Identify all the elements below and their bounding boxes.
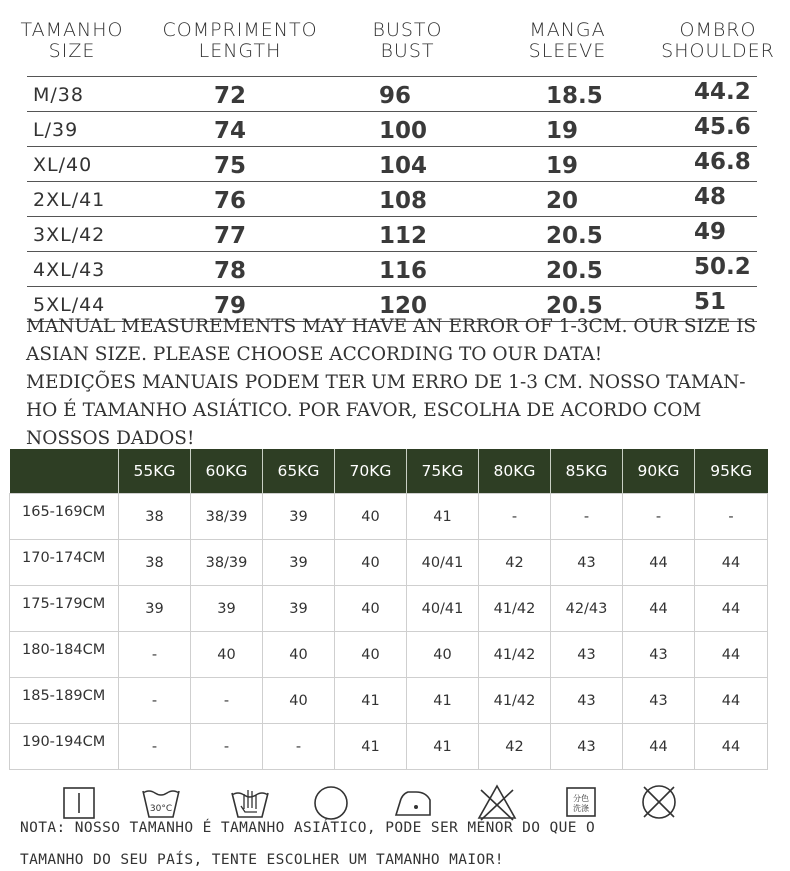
- header-size-en: SIZE: [48, 40, 96, 62]
- weight-header: 85KG: [551, 449, 623, 494]
- measurement-notes: [26, 313, 766, 453]
- sleeve-value: 20.5: [546, 223, 603, 249]
- weight-header: 70KG: [335, 449, 407, 494]
- care-icons: [0, 782, 790, 822]
- size-cell: 40/41: [407, 586, 479, 632]
- size-table: [27, 76, 757, 322]
- header-bust: [360, 20, 455, 62]
- weight-header: 65KG: [263, 449, 335, 494]
- header-size-pt: TAMANHO: [20, 19, 124, 41]
- header-length: [150, 20, 330, 62]
- no-dry-clean-icon: [638, 782, 680, 822]
- shoulder-value: 44.2: [694, 79, 751, 105]
- dry-circle-icon: [310, 782, 352, 822]
- size-cell: 42: [479, 540, 551, 586]
- bust-value: 112: [379, 223, 428, 249]
- footer-note-line-1: NOTA: NOSSO TAMANHO É TAMANHO ASIÁTICO, PODE SER MENOR DO QUE O: [20, 820, 596, 836]
- size-cell: 41/42: [479, 678, 551, 724]
- bust-value: 96: [379, 83, 412, 109]
- size-cell: 44: [695, 724, 768, 770]
- size-cell: 38/39: [191, 540, 263, 586]
- table-row: [10, 724, 768, 770]
- note-en-line-2: ASIAN SIZE. PLEASE CHOOSE ACCORDING TO OUR DATA!: [26, 344, 603, 365]
- size-cell: 39: [191, 586, 263, 632]
- height-label: 180-184CM: [10, 632, 119, 678]
- header-bust-pt: BUSTO: [372, 19, 443, 41]
- size-cell: 44: [623, 540, 695, 586]
- size-table-header: [0, 0, 790, 76]
- length-value: 76: [214, 188, 247, 214]
- length-value: 78: [214, 258, 247, 284]
- tumble-dry-icon: [58, 782, 100, 822]
- size-cell: -: [119, 632, 191, 678]
- table-row: [27, 111, 757, 146]
- no-bleach-icon: [476, 782, 518, 822]
- note-pt-line-3: NOSSOS DADOS!: [26, 428, 195, 449]
- corner-cell: [10, 449, 119, 494]
- size-cell: 43: [551, 632, 623, 678]
- note-pt-line-2: HO É TAMANHO ASIÁTICO. POR FAVOR, ESCOLHA DE ACORDO COM: [26, 400, 702, 421]
- header-length-en: LENGTH: [198, 40, 282, 62]
- length-value: 75: [214, 153, 247, 179]
- sleeve-value: 19: [546, 153, 579, 179]
- size-cell: 43: [623, 632, 695, 678]
- size-cell: 41/42: [479, 586, 551, 632]
- table-row: [27, 146, 757, 181]
- bust-value: 108: [379, 188, 428, 214]
- size-cell: 43: [551, 678, 623, 724]
- shoulder-value: 48: [694, 184, 727, 210]
- size-cell: 41/42: [479, 632, 551, 678]
- size-cell: 42/43: [551, 586, 623, 632]
- footer-note-line-2: TAMANHO DO SEU PAÍS, TENTE ESCOLHER UM TAMANHO MAIOR!: [20, 852, 504, 868]
- size-label: XL/40: [33, 154, 93, 176]
- size-cell: 44: [623, 586, 695, 632]
- separate-wash-icon: [560, 782, 602, 822]
- size-cell: -: [479, 494, 551, 540]
- header-sleeve-en: SLEEVE: [528, 40, 607, 62]
- size-cell: 44: [695, 540, 768, 586]
- size-cell: 39: [263, 540, 335, 586]
- weight-header: 95KG: [695, 449, 768, 494]
- header-size: [12, 20, 132, 62]
- size-cell: 41: [335, 724, 407, 770]
- size-cell: 40/41: [407, 540, 479, 586]
- shoulder-value: 45.6: [694, 114, 751, 140]
- height-label: 170-174CM: [10, 540, 119, 586]
- size-cell: 38: [119, 540, 191, 586]
- size-cell: 44: [695, 678, 768, 724]
- height-label: 185-189CM: [10, 678, 119, 724]
- table-row: [10, 494, 768, 540]
- size-cell: 40: [335, 632, 407, 678]
- size-cell: 40: [335, 494, 407, 540]
- size-cell: -: [551, 494, 623, 540]
- length-value: 77: [214, 223, 247, 249]
- height-label: 175-179CM: [10, 586, 119, 632]
- size-label: 3XL/42: [33, 224, 106, 246]
- size-cell: 43: [551, 724, 623, 770]
- length-value: 79: [214, 293, 247, 319]
- size-cell: 40: [335, 540, 407, 586]
- height-label: 190-194CM: [10, 724, 119, 770]
- size-cell: 41: [407, 678, 479, 724]
- table-row: [27, 251, 757, 286]
- table-row: [10, 678, 768, 724]
- length-value: 74: [214, 118, 247, 144]
- sleeve-value: 20.5: [546, 258, 603, 284]
- size-cell: -: [119, 724, 191, 770]
- size-cell: 40: [407, 632, 479, 678]
- sleeve-value: 20: [546, 188, 579, 214]
- sleeve-value: 18.5: [546, 83, 603, 109]
- size-cell: 38/39: [191, 494, 263, 540]
- weight-header: 60KG: [191, 449, 263, 494]
- size-cell: 40: [335, 586, 407, 632]
- size-cell: 43: [623, 678, 695, 724]
- size-cell: -: [695, 494, 768, 540]
- separate-wash-label: 分色洗涤: [573, 794, 589, 813]
- weight-header: 80KG: [479, 449, 551, 494]
- bust-value: 120: [379, 293, 428, 319]
- wash-temp-label: 30°C: [149, 804, 173, 814]
- weight-header: 90KG: [623, 449, 695, 494]
- size-cell: 44: [623, 724, 695, 770]
- iron-low-icon: [392, 782, 434, 822]
- table-row: [10, 586, 768, 632]
- bust-value: 116: [379, 258, 428, 284]
- size-cell: 39: [263, 586, 335, 632]
- header-sleeve: [510, 20, 625, 62]
- weight-height-table: [9, 449, 768, 770]
- size-cell: 44: [695, 632, 768, 678]
- table-row: [27, 181, 757, 216]
- size-cell: 40: [263, 678, 335, 724]
- size-cell: 42: [479, 724, 551, 770]
- length-value: 72: [214, 83, 247, 109]
- header-sleeve-pt: MANGA: [529, 19, 606, 41]
- weight-header: 55KG: [119, 449, 191, 494]
- header-shoulder: [650, 20, 786, 62]
- size-cell: 41: [407, 724, 479, 770]
- table-row: [10, 540, 768, 586]
- note-pt-line-1: MEDIÇÕES MANUAIS PODEM TER UM ERRO DE 1-3 CM. NOSSO TAMAN-: [26, 372, 746, 393]
- sleeve-value: 19: [546, 118, 579, 144]
- size-label: 2XL/41: [33, 189, 106, 211]
- table-row: [27, 76, 757, 111]
- size-cell: 44: [695, 586, 768, 632]
- shoulder-value: 51: [694, 289, 727, 315]
- size-label: M/38: [33, 84, 84, 106]
- weight-header: 75KG: [407, 449, 479, 494]
- size-cell: 38: [119, 494, 191, 540]
- size-cell: 40: [191, 632, 263, 678]
- size-cell: 39: [119, 586, 191, 632]
- hand-wash-icon: [229, 782, 271, 822]
- size-cell: -: [623, 494, 695, 540]
- shoulder-value: 46.8: [694, 149, 751, 175]
- size-cell: 40: [263, 632, 335, 678]
- size-cell: 43: [551, 540, 623, 586]
- size-cell: -: [119, 678, 191, 724]
- weight-header-row: [10, 449, 768, 494]
- size-label: 4XL/43: [33, 259, 106, 281]
- bust-value: 104: [379, 153, 428, 179]
- header-length-pt: COMPRIMENTO: [162, 19, 318, 41]
- header-shoulder-en: SHOULDER: [661, 40, 775, 62]
- note-en-line-1: MANUAL MEASUREMENTS MAY HAVE AN ERROR OF 1-3CM. OUR SIZE IS: [26, 316, 757, 337]
- header-shoulder-pt: OMBRO: [679, 19, 757, 41]
- size-cell: -: [263, 724, 335, 770]
- wash-30-icon: [140, 782, 182, 822]
- size-label: 5XL/44: [33, 294, 106, 316]
- bust-value: 100: [379, 118, 428, 144]
- height-label: 165-169CM: [10, 494, 119, 540]
- sleeve-value: 20.5: [546, 293, 603, 319]
- header-bust-en: BUST: [380, 40, 435, 62]
- size-cell: -: [191, 724, 263, 770]
- size-cell: 39: [263, 494, 335, 540]
- table-row: [10, 632, 768, 678]
- size-cell: -: [191, 678, 263, 724]
- size-label: L/39: [33, 119, 79, 141]
- size-cell: 41: [335, 678, 407, 724]
- shoulder-value: 49: [694, 219, 727, 245]
- size-cell: 41: [407, 494, 479, 540]
- table-row: [27, 216, 757, 251]
- shoulder-value: 50.2: [694, 254, 751, 280]
